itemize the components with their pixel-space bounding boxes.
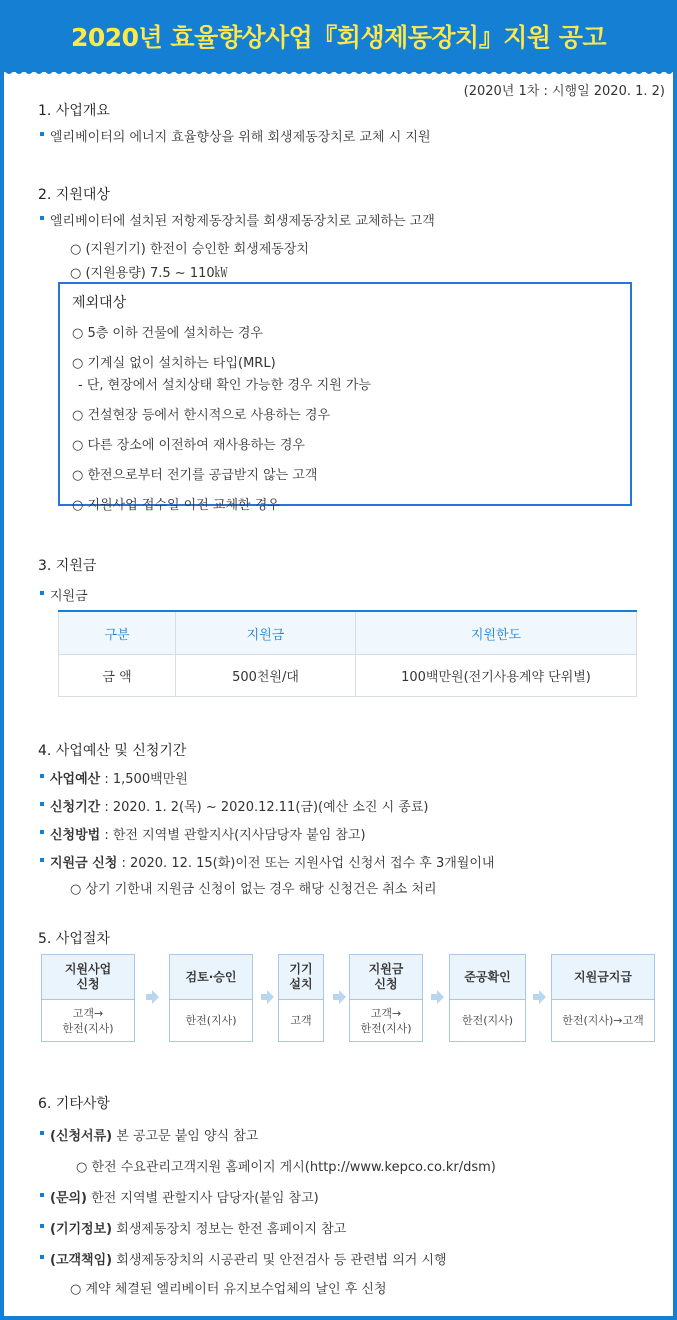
table-header: 구분 [59,611,176,655]
table-cell: 금 액 [59,655,176,697]
section-title: 3. 지원금 [38,558,97,574]
bullet-item: 엘리베이터에 설치된 저항제동장치를 회생제동장치로 교체하는 고객 [38,210,653,229]
step-completion-check [449,954,526,1042]
arrow-right-icon [332,990,346,1004]
arrow-right-icon [260,990,274,1004]
step-claim [349,954,423,1042]
notice-title: 2020년 효율향상사업『회생제동장치』지원 공고 [70,23,607,52]
bullet-item: 지원금 [38,585,653,604]
step-title: 검토·승인 [170,955,252,1000]
step-actor: 고객→ 한전(지사) [62,1007,114,1035]
circle-item: ○ (지원용량) 7.5 ~ 110㎾ [70,266,228,281]
step-actor: 고객→ 한전(지사) [360,1007,412,1035]
step-apply [41,954,135,1042]
exclusion-item: ○ 기계실 없이 설치하는 타입(MRL) [72,356,276,371]
section-title: 4. 사업예산 및 신청기간 [38,743,187,759]
step-title: 준공확인 [450,955,525,1000]
procedure-flow [41,954,655,1046]
bullet-item: (문의) 한전 지역별 관할지사 담당자(붙임 참고) [38,1187,653,1206]
bullet-item: (기기정보) 회생제동장치 정보는 한전 홈페이지 참고 [38,1218,653,1237]
exclusion-item: ○ 다른 장소에 이전하여 재사용하는 경우 [72,438,305,453]
section-target [38,184,653,281]
section-grant [38,555,653,604]
section-budget [38,740,653,897]
exclusion-note: - 단, 현장에서 설치상태 확인 가능한 경우 지원 가능 [78,378,372,393]
section-title: 6. 기타사항 [38,1096,110,1112]
bullet-item: 사업예산 : 1,500백만원 [38,768,653,787]
bullet-item: 엘리베이터의 에너지 효율향상을 위해 회생제동장치로 교체 시 지원 [38,126,653,145]
step-title: 지원금지급 [552,955,654,1000]
notice-body [4,72,673,1316]
circle-item: ○ 한전 수요관리고객지원 홈페이지 게시(http://www.kepco.co.kr/dsm) [76,1160,496,1175]
circle-item: ○ 계약 체결된 엘리베이터 유지보수업체의 날인 후 신청 [70,1282,387,1297]
exclusion-title: 제외대상 [72,295,127,311]
step-install [278,954,324,1042]
notice-date: (2020년 1차 : 시행일 2020. 1. 2) [463,84,665,99]
notice-header [4,0,673,72]
bullet-item: 신청방법 : 한전 지역별 관할지사(지사담당자 붙임 참고) [38,824,653,843]
circle-item: ○ (지원기기) 한전이 승인한 회생제동장치 [70,242,309,257]
step-title: 지원금 신청 [350,955,422,1000]
section-etc [38,1093,653,1297]
table-header: 지원한도 [356,611,637,655]
step-title: 기기 설치 [279,955,323,1000]
circle-item: ○ 상기 기한내 지원금 신청이 없는 경우 해당 신청건은 취소 처리 [70,882,437,897]
exclusion-item: ○ 건설현장 등에서 한시적으로 사용하는 경우 [72,408,331,423]
bullet-item: 신청기간 : 2020. 1. 2(목) ~ 2020.12.11(금)(예산 소진 시 종료) [38,796,653,815]
table-cell: 500천원/대 [176,655,356,697]
bullet-item: (고객책임) 회생제동장치의 시공관리 및 안전검사 등 관련법 의거 시행 [38,1249,653,1268]
exclusion-box [58,282,632,513]
arrow-right-icon [145,990,159,1004]
wave-divider [4,70,673,80]
step-title: 지원사업 신청 [42,955,134,1000]
section-procedure [38,928,653,948]
section-title: 2. 지원대상 [38,187,110,203]
step-review [169,954,253,1042]
arrow-right-icon [532,990,546,1004]
arrow-right-icon [430,990,444,1004]
section-title: 1. 사업개요 [38,103,110,119]
section-overview [38,100,653,145]
table-header-row [59,611,637,655]
exclusion-item: ○ 지원사업 접수일 이전 교체한 경우 [72,498,280,513]
section-title: 5. 사업절차 [38,931,110,947]
step-actor: 고객 [290,1014,312,1028]
exclusion-item: ○ 한전으로부터 전기를 공급받지 않는 고객 [72,468,318,483]
step-actor: 한전(지사)→고객 [562,1014,644,1028]
table-row [59,655,637,697]
table-cell: 100백만원(전기사용계약 단위별) [356,655,637,697]
step-payment [551,954,655,1042]
exclusion-item: ○ 5층 이하 건물에 설치하는 경우 [72,326,263,341]
bullet-item: (신청서류) 본 공고문 붙임 양식 참고 [38,1125,653,1144]
bullet-item: 지원금 신청 : 2020. 12. 15(화)이전 또는 지원사업 신청서 접수 후 3개월이내 [38,852,653,871]
grant-table [58,610,637,697]
table-header: 지원금 [176,611,356,655]
step-actor: 한전(지사) [461,1014,514,1028]
step-actor: 한전(지사) [185,1014,237,1028]
